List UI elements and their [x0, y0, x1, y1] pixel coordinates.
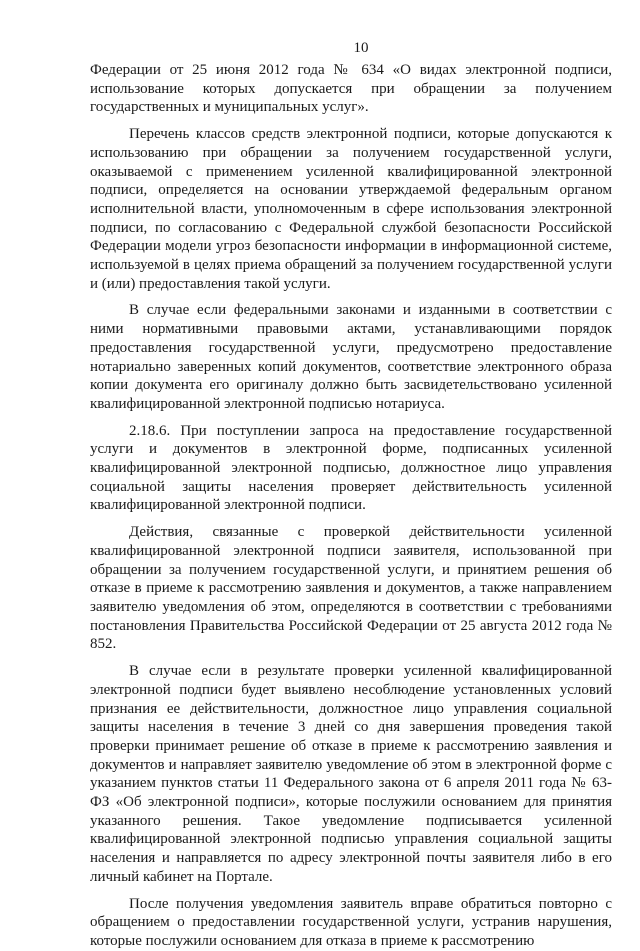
paragraph-4: 2.18.6. При поступлении запроса на предоставление государственной услуги и документов в электронной форме, подписанных усиленной квалифицированной электронной подписью, должностное лицо управления социальной защиты населения проверяет действительность усиленной квалифицированной электронной подписи.: [90, 422, 612, 514]
page-number: 10: [353, 40, 369, 56]
paragraph-1: Федерации от 25 июня 2012 года № 634 «О видах электронной подписи, использование которых допускается при обращении за получением государственных и муниципальных услуг».: [90, 62, 612, 116]
paragraph-2: Перечень классов средств электронной подписи, которые допускаются к использованию при обращении за получением государственной услуги, оказываемой с применением усиленной квалифицированной электронной подписи, определяется на основании утверждаемой федеральным органом исполнительной власти, уполномоченным в сфере использования электронной подписи, по согласованию с Федеральной службой безопасности Российской Федерации модели угроз безопасности информации в информационной системе, используемой в целях приема обращений за получением государственной услуги и (или) предоставления такой услуги.: [90, 126, 612, 292]
paragraph-7: После получения уведомления заявитель вправе обратиться повторно с обращением о предоставлении государственной услуги, устранив нарушения, которые послужили основанием для отказа в приеме к рассмотрению: [90, 895, 612, 949]
paragraph-5: Действия, связанные с проверкой действительности усиленной квалифицированной электронной подписи заявителя, использованной при обращении за получением государственной услуги, и принятием решения об отказе в приеме к рассмотрению заявления и документов, а также направлением заявителю уведомления об этом, определяются в соответствии с требованиями постановления Правительства Российской Федерации от 25 августа 2012 года № 852.: [90, 524, 612, 653]
paragraph-6: В случае если в результате проверки усиленной квалифицированной электронной подписи будет выявлено несоблюдение установленных условий признания ее действительности, должностное лицо управления социальной защиты населения в течение 3 дней со дня завершения проведения такой проверки принимает решение об отказе в приеме к рассмотрению заявления и документов и направляет заявителю уведомление об этом в электронной форме с указанием пунктов статьи 11 Федерального закона от 6 апреля 2011 года № 63-ФЗ «Об электронной подписи», которые послужили основанием для принятия указанного решения. Такое уведомление подписывается усиленной квалифицированной электронной подписью управления социальной защиты населения и направляется по адресу электронной почты заявителя либо в его личный кабинет на Портале.: [90, 663, 612, 885]
paragraph-3: В случае если федеральными законами и изданными в соответствии с ними нормативными правовыми актами, устанавливающими порядок предоставления государственной услуги, предусмотрено предоставление нотариально заверенных копий документов, соответствие электронного образа копии документа его оригиналу должно быть засвидетельствовано усиленной квалифицированной электронной подписью нотариуса.: [90, 302, 612, 412]
